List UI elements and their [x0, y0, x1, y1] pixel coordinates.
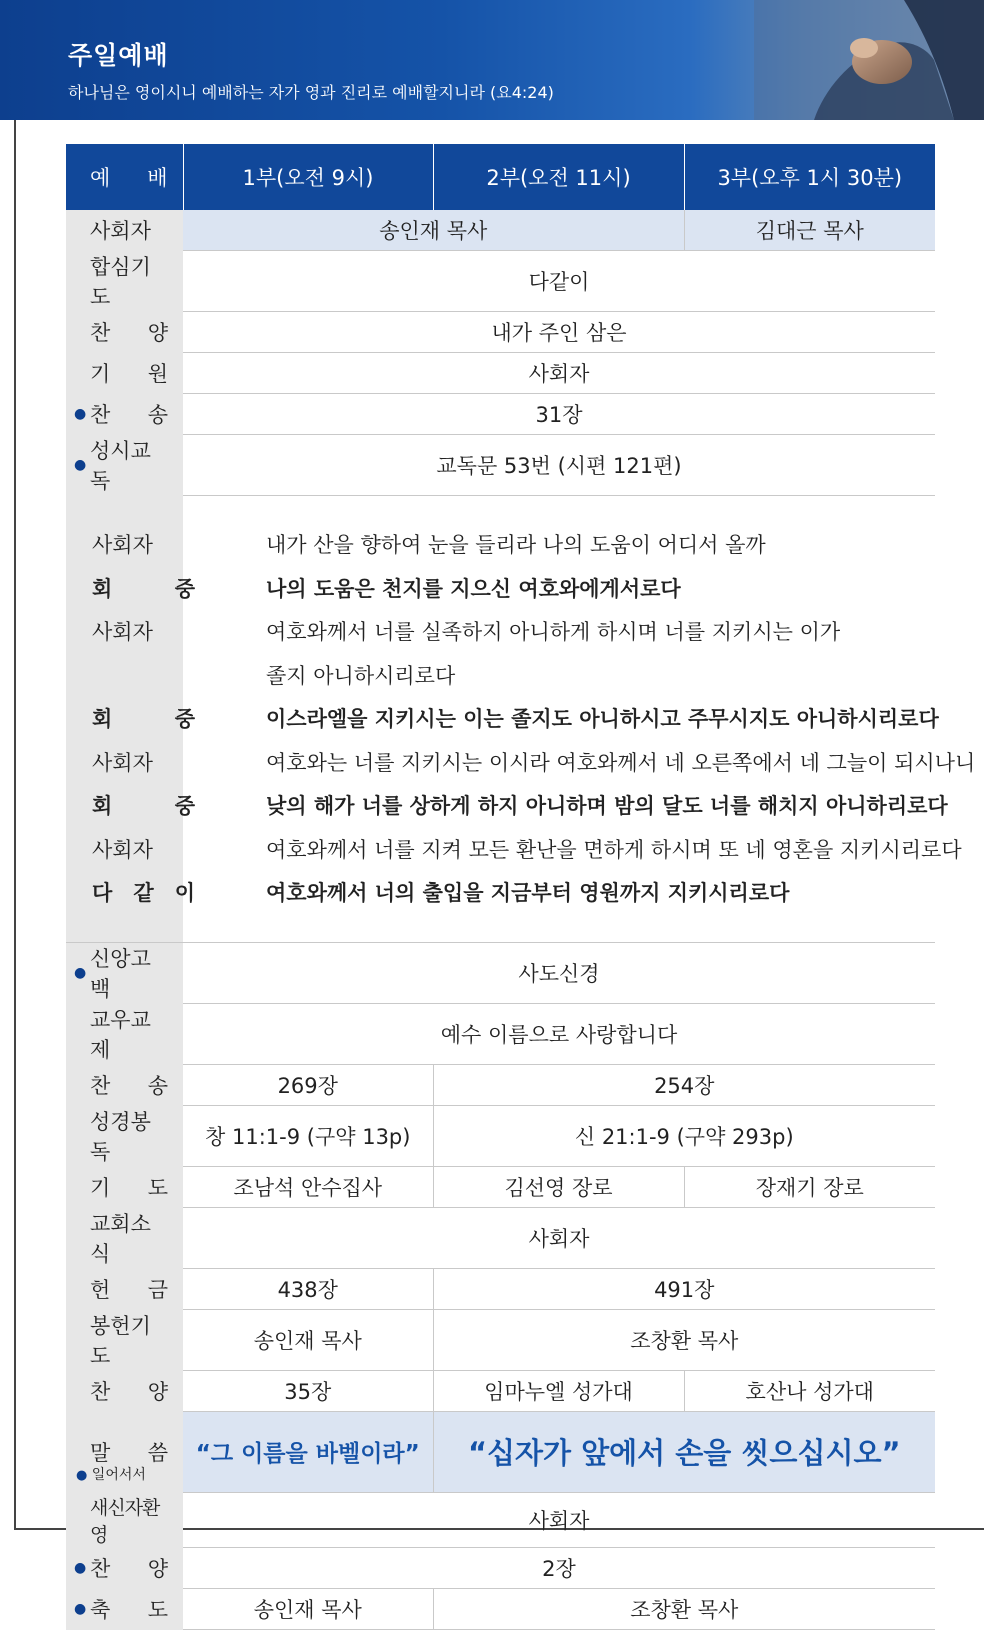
table-row	[66, 1588, 935, 1629]
row-value: 송인재 목사	[183, 1309, 433, 1370]
row-label: ● 찬 송	[66, 394, 183, 435]
psalm-speaker	[92, 655, 195, 699]
header-service-2: 2부(오전 11시)	[433, 144, 684, 210]
row-value: 송인재 목사	[183, 210, 684, 251]
psalm-line	[66, 829, 962, 873]
row-value: 사회자	[183, 1207, 935, 1268]
row-value: 491장	[433, 1268, 935, 1309]
psalm-text: 이스라엘을 지키시는 이는 졸지도 아니하시고 주무시지도 아니하시리로다	[266, 707, 939, 731]
row-label: 성경봉독	[66, 1105, 183, 1166]
table-header-row	[66, 144, 935, 210]
row-label: 찬 양	[66, 312, 183, 353]
table-row	[66, 435, 935, 496]
row-value: 내가 주인 삼은	[183, 312, 935, 353]
row-label: 찬 양	[66, 1370, 183, 1411]
psalm-speaker: 사회자	[92, 533, 153, 557]
responsive-reading	[66, 496, 976, 943]
row-value: 창 11:1-9 (구약 13p)	[183, 1105, 433, 1166]
row-label: 헌 금	[66, 1268, 183, 1309]
table-row	[66, 942, 935, 1003]
header-service-3: 3부(오후 1시 30분)	[684, 144, 935, 210]
psalm-speaker: 사회자	[92, 620, 153, 644]
psalm-row	[66, 496, 935, 943]
row-label: 합심기도	[66, 251, 183, 312]
row-value: 조창환 목사	[433, 1588, 935, 1629]
table-row	[66, 1166, 935, 1207]
row-value: 254장	[433, 1064, 935, 1105]
table-row	[66, 1309, 935, 1370]
psalm-text: 여호와께서 너의 출입을 지금부터 영원까지 지키시리로다	[266, 881, 790, 905]
row-value: 임마누엘 성가대	[433, 1370, 684, 1411]
row-value: 사회자	[183, 1492, 935, 1547]
row-label: ● 성시교독	[66, 435, 183, 496]
page-subtitle: 하나님은 영이시니 예배하는 자가 영과 진리로 예배할지니라 (요4:24)	[68, 83, 554, 102]
table-row	[66, 1268, 935, 1309]
row-value: 사회자	[183, 353, 935, 394]
psalm-lines	[66, 496, 976, 942]
row-label: 봉헌기도	[66, 1309, 183, 1370]
psalm-text: 여호와는 너를 지키시는 이시라 여호와께서 네 오른쪽에서 네 그늘이 되시나니	[266, 750, 976, 775]
table-row	[66, 353, 935, 394]
row-label: 사회자	[66, 210, 183, 251]
row-value: 사도신경	[183, 942, 935, 1003]
worship-order-table	[66, 144, 976, 1630]
row-value: 신 21:1-9 (구약 293p)	[433, 1105, 935, 1166]
row-value: 김선영 장로	[433, 1166, 684, 1207]
table-row	[66, 1003, 935, 1064]
row-value: 35장	[183, 1370, 433, 1411]
footnote-text: 일어서서	[91, 1467, 146, 1483]
row-value: 269장	[183, 1064, 433, 1105]
psalm-speaker: 회 중	[92, 707, 195, 731]
row-label: ● 축 도	[66, 1588, 183, 1629]
sermon-title-1: “그 이름을 바벨이라”	[183, 1411, 433, 1492]
row-label: 찬 송	[66, 1064, 183, 1105]
row-value: 2장	[183, 1547, 935, 1588]
row-label: 말 씀	[66, 1411, 183, 1492]
psalm-line	[66, 524, 935, 568]
psalm-line	[66, 655, 935, 699]
page-title: 주일예배	[68, 41, 169, 70]
row-label: 교회소식	[66, 1207, 183, 1268]
psalm-speaker: 다 같 이	[92, 881, 195, 905]
psalm-text: 여호와께서 너를 실족하지 아니하게 하시며 너를 지키시는 이가	[266, 620, 841, 644]
sermon-title-2: “십자가 앞에서 손을 씻으십시오”	[433, 1411, 935, 1492]
psalm-text: 내가 산을 향하여 눈을 들리라 나의 도움이 어디서 올까	[266, 533, 766, 557]
psalm-speaker: 사회자	[92, 837, 153, 862]
table-row	[66, 1370, 935, 1411]
sermon-row	[66, 1411, 935, 1492]
row-value: 다같이	[183, 251, 935, 312]
row-value: 예수 이름으로 사랑합니다	[183, 1003, 935, 1064]
row-value: 장재기 장로	[684, 1166, 935, 1207]
header-banner	[0, 0, 984, 120]
psalm-line	[66, 872, 935, 916]
psalm-text: 낮의 해가 너를 상하게 하지 아니하며 밤의 달도 너를 해치지 아니하리로다	[266, 794, 948, 818]
row-value: 31장	[183, 394, 935, 435]
footnote	[76, 1464, 146, 1484]
psalm-line	[66, 611, 935, 655]
row-label: 새신자환영	[66, 1492, 183, 1547]
row-label: 기 도	[66, 1166, 183, 1207]
psalm-line	[66, 742, 976, 786]
psalm-line	[66, 785, 948, 829]
psalm-text: 여호와께서 너를 지켜 모든 환난을 면하게 하시며 또 네 영혼을 지키시리로다	[266, 837, 962, 862]
psalm-text: 나의 도움은 천지를 지으신 여호와에게서로다	[266, 576, 681, 601]
row-label: 교우교제	[66, 1003, 183, 1064]
row-value: 송인재 목사	[183, 1588, 433, 1629]
table-row	[66, 1207, 935, 1268]
table-row	[66, 1547, 935, 1588]
row-value: 교독문 53번 (시편 121편)	[183, 435, 935, 496]
row-value: 호산나 성가대	[684, 1370, 935, 1411]
header-service-1: 1부(오전 9시)	[183, 144, 433, 210]
psalm-line	[66, 698, 939, 742]
table-row	[66, 1105, 935, 1166]
row-label: ● 찬 양	[66, 1547, 183, 1588]
table-row	[66, 251, 935, 312]
table-row	[66, 312, 935, 353]
row-label: 기 원	[66, 353, 183, 394]
row-value: 438장	[183, 1268, 433, 1309]
table-row	[66, 1492, 935, 1547]
psalm-speaker: 사회자	[92, 750, 153, 775]
standing-dot-icon: ●	[76, 1468, 88, 1483]
row-value: 조창환 목사	[433, 1309, 935, 1370]
psalm-line	[66, 568, 935, 612]
psalm-text: 졸지 아니하시리로다	[266, 663, 456, 688]
table-row	[66, 210, 935, 251]
psalm-speaker: 회 중	[92, 576, 195, 601]
row-value: 조남석 안수집사	[183, 1166, 433, 1207]
psalm-speaker: 회 중	[92, 794, 195, 818]
table-row	[66, 394, 935, 435]
row-label: ● 신앙고백	[66, 942, 183, 1003]
table-row	[66, 1064, 935, 1105]
header-label: 예 배	[66, 144, 183, 210]
row-value: 김대근 목사	[684, 210, 935, 251]
praying-hands-image	[754, 0, 984, 120]
